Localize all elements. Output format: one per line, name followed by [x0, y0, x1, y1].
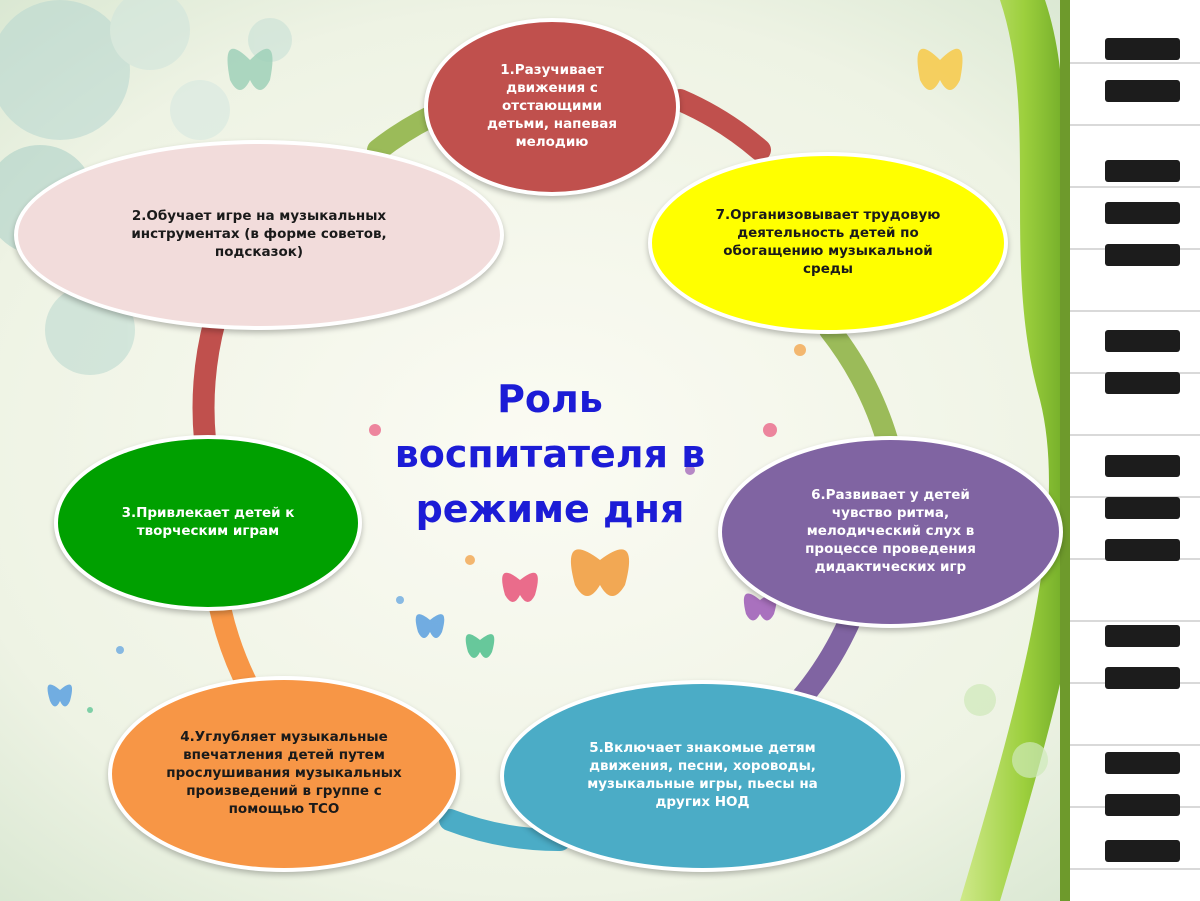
node-6-text: 6.Развивает у детей чувство ритма, мелодический слух в процессе проведения дидактических игр	[805, 487, 976, 575]
node-4-text: 4.Углубляет музыкальные впечатления детей путем прослушивания музыкальных произведений в группе с помощью ТСО	[166, 729, 402, 817]
piano-keyboard	[1060, 0, 1200, 901]
node-6-develops-rhythm	[718, 436, 1063, 628]
node-2-text: 2.Обучает игре на музыкальных инструментах (в форме советов, подсказок)	[131, 208, 387, 260]
node-5-familiar-movements	[500, 680, 905, 872]
node-5-text: 5.Включает знакомые детям движения, песни, хороводы, музыкальные игры, пьесы на других НОД	[587, 740, 818, 810]
node-4-musical-impressions	[108, 676, 460, 872]
diagram-title: Роль воспитателя в режиме дня	[394, 377, 706, 532]
node-3-creative-games	[54, 435, 362, 611]
node-1-text: 1.Разучивает движения с отстающими детьми, напевая мелодию	[487, 62, 617, 150]
node-1-learns-movements	[424, 18, 680, 196]
node-7-text: 7.Организовывает трудовую деятельность детей по обогащению музыкальной среды	[715, 207, 941, 277]
node-7-organizes-labor	[648, 152, 1008, 334]
node-3-text: 3.Привлекает детей к творческим играм	[121, 505, 295, 539]
node-2-teaches-instruments	[14, 140, 504, 330]
